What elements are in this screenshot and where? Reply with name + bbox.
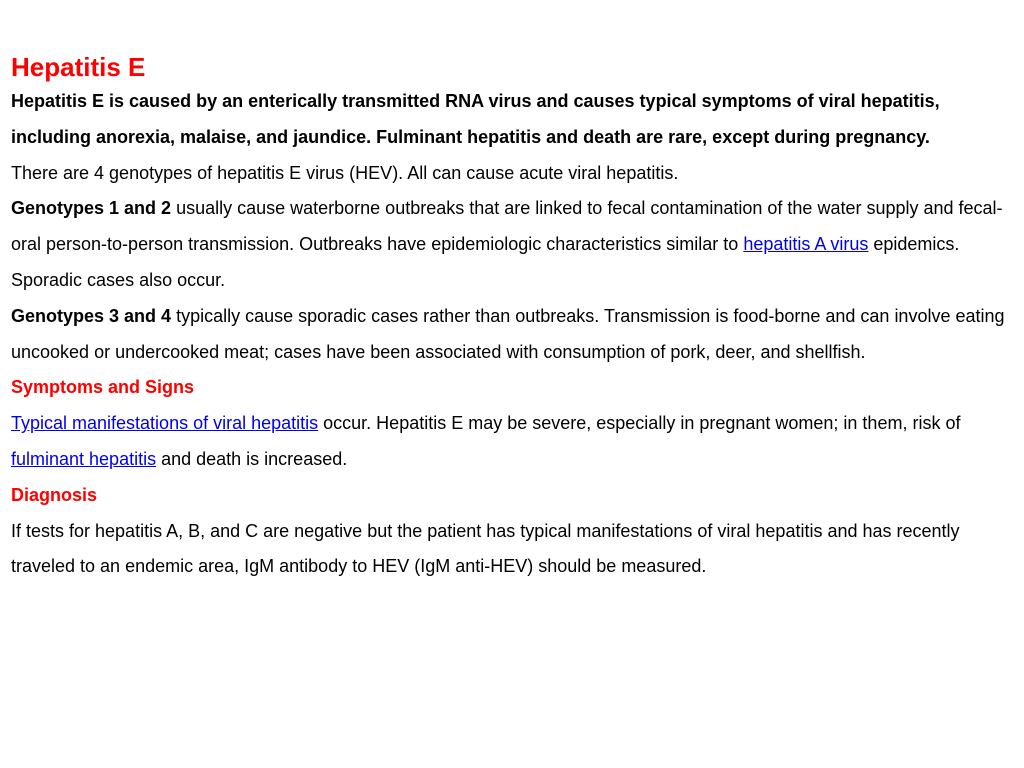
genotypes-1-2-text: usually cause waterborne outbreaks that are linked to fecal contamination of the water supply and fecal-oral person-to-person transmission. Outbreaks have epidemiologic characteristics similar to xyxy=(11,198,1003,255)
genotypes-1-2-text2: epidemics. Sporadic cases also occur. xyxy=(11,234,960,290)
genotypes-intro: There are 4 genotypes of hepatitis E virus (HEV). All can cause acute viral hepatitis. xyxy=(11,162,679,183)
page-title: Hepatitis E xyxy=(11,52,146,82)
symptoms-text1: occur. Hepatitis E may be severe, especially in pregnant women; in them, risk of xyxy=(318,413,961,434)
genotypes-1-2-paragraph xyxy=(11,191,1016,298)
genotypes-3-4-text: typically cause sporadic cases rather than outbreaks. Transmission is food-borne and can involve eating uncooked or undercooked meat; cases have been associated with consumption of pork, deer, and shellfish. xyxy=(11,305,1005,362)
symptoms-paragraph xyxy=(11,406,1016,478)
fulminant-hepatitis-link[interactable]: fulminant hepatitis xyxy=(11,448,157,469)
viral-hepatitis-manifestations-link[interactable]: Typical manifestations of viral hepatitis xyxy=(11,413,319,434)
symptoms-heading: Symptoms and Signs xyxy=(11,377,195,398)
diagnosis-heading: Diagnosis xyxy=(11,484,98,505)
genotypes-1-2-label: Genotypes 1 and 2 xyxy=(11,198,172,219)
document xyxy=(11,50,1016,585)
genotypes-3-4-label: Genotypes 3 and 4 xyxy=(11,305,172,326)
genotypes-3-4-paragraph xyxy=(11,299,1016,371)
hepatitis-a-link[interactable]: hepatitis A virus xyxy=(743,234,869,255)
diagnosis-paragraph: If tests for hepatitis A, B, and C are negative but the patient has typical manifestations of viral hepatitis and has recently traveled to an endemic area, IgM antibody to HEV (IgM anti-HEV) should be measured. xyxy=(11,520,960,577)
intro-paragraph: Hepatitis E is caused by an enterically transmitted RNA virus and causes typical symptoms of viral hepatitis, including anorexia, malaise, and jaundice. Fulminant hepatitis and death are rare, except during pregnancy. xyxy=(11,91,940,147)
symptoms-text2: and death is increased. xyxy=(156,448,348,469)
